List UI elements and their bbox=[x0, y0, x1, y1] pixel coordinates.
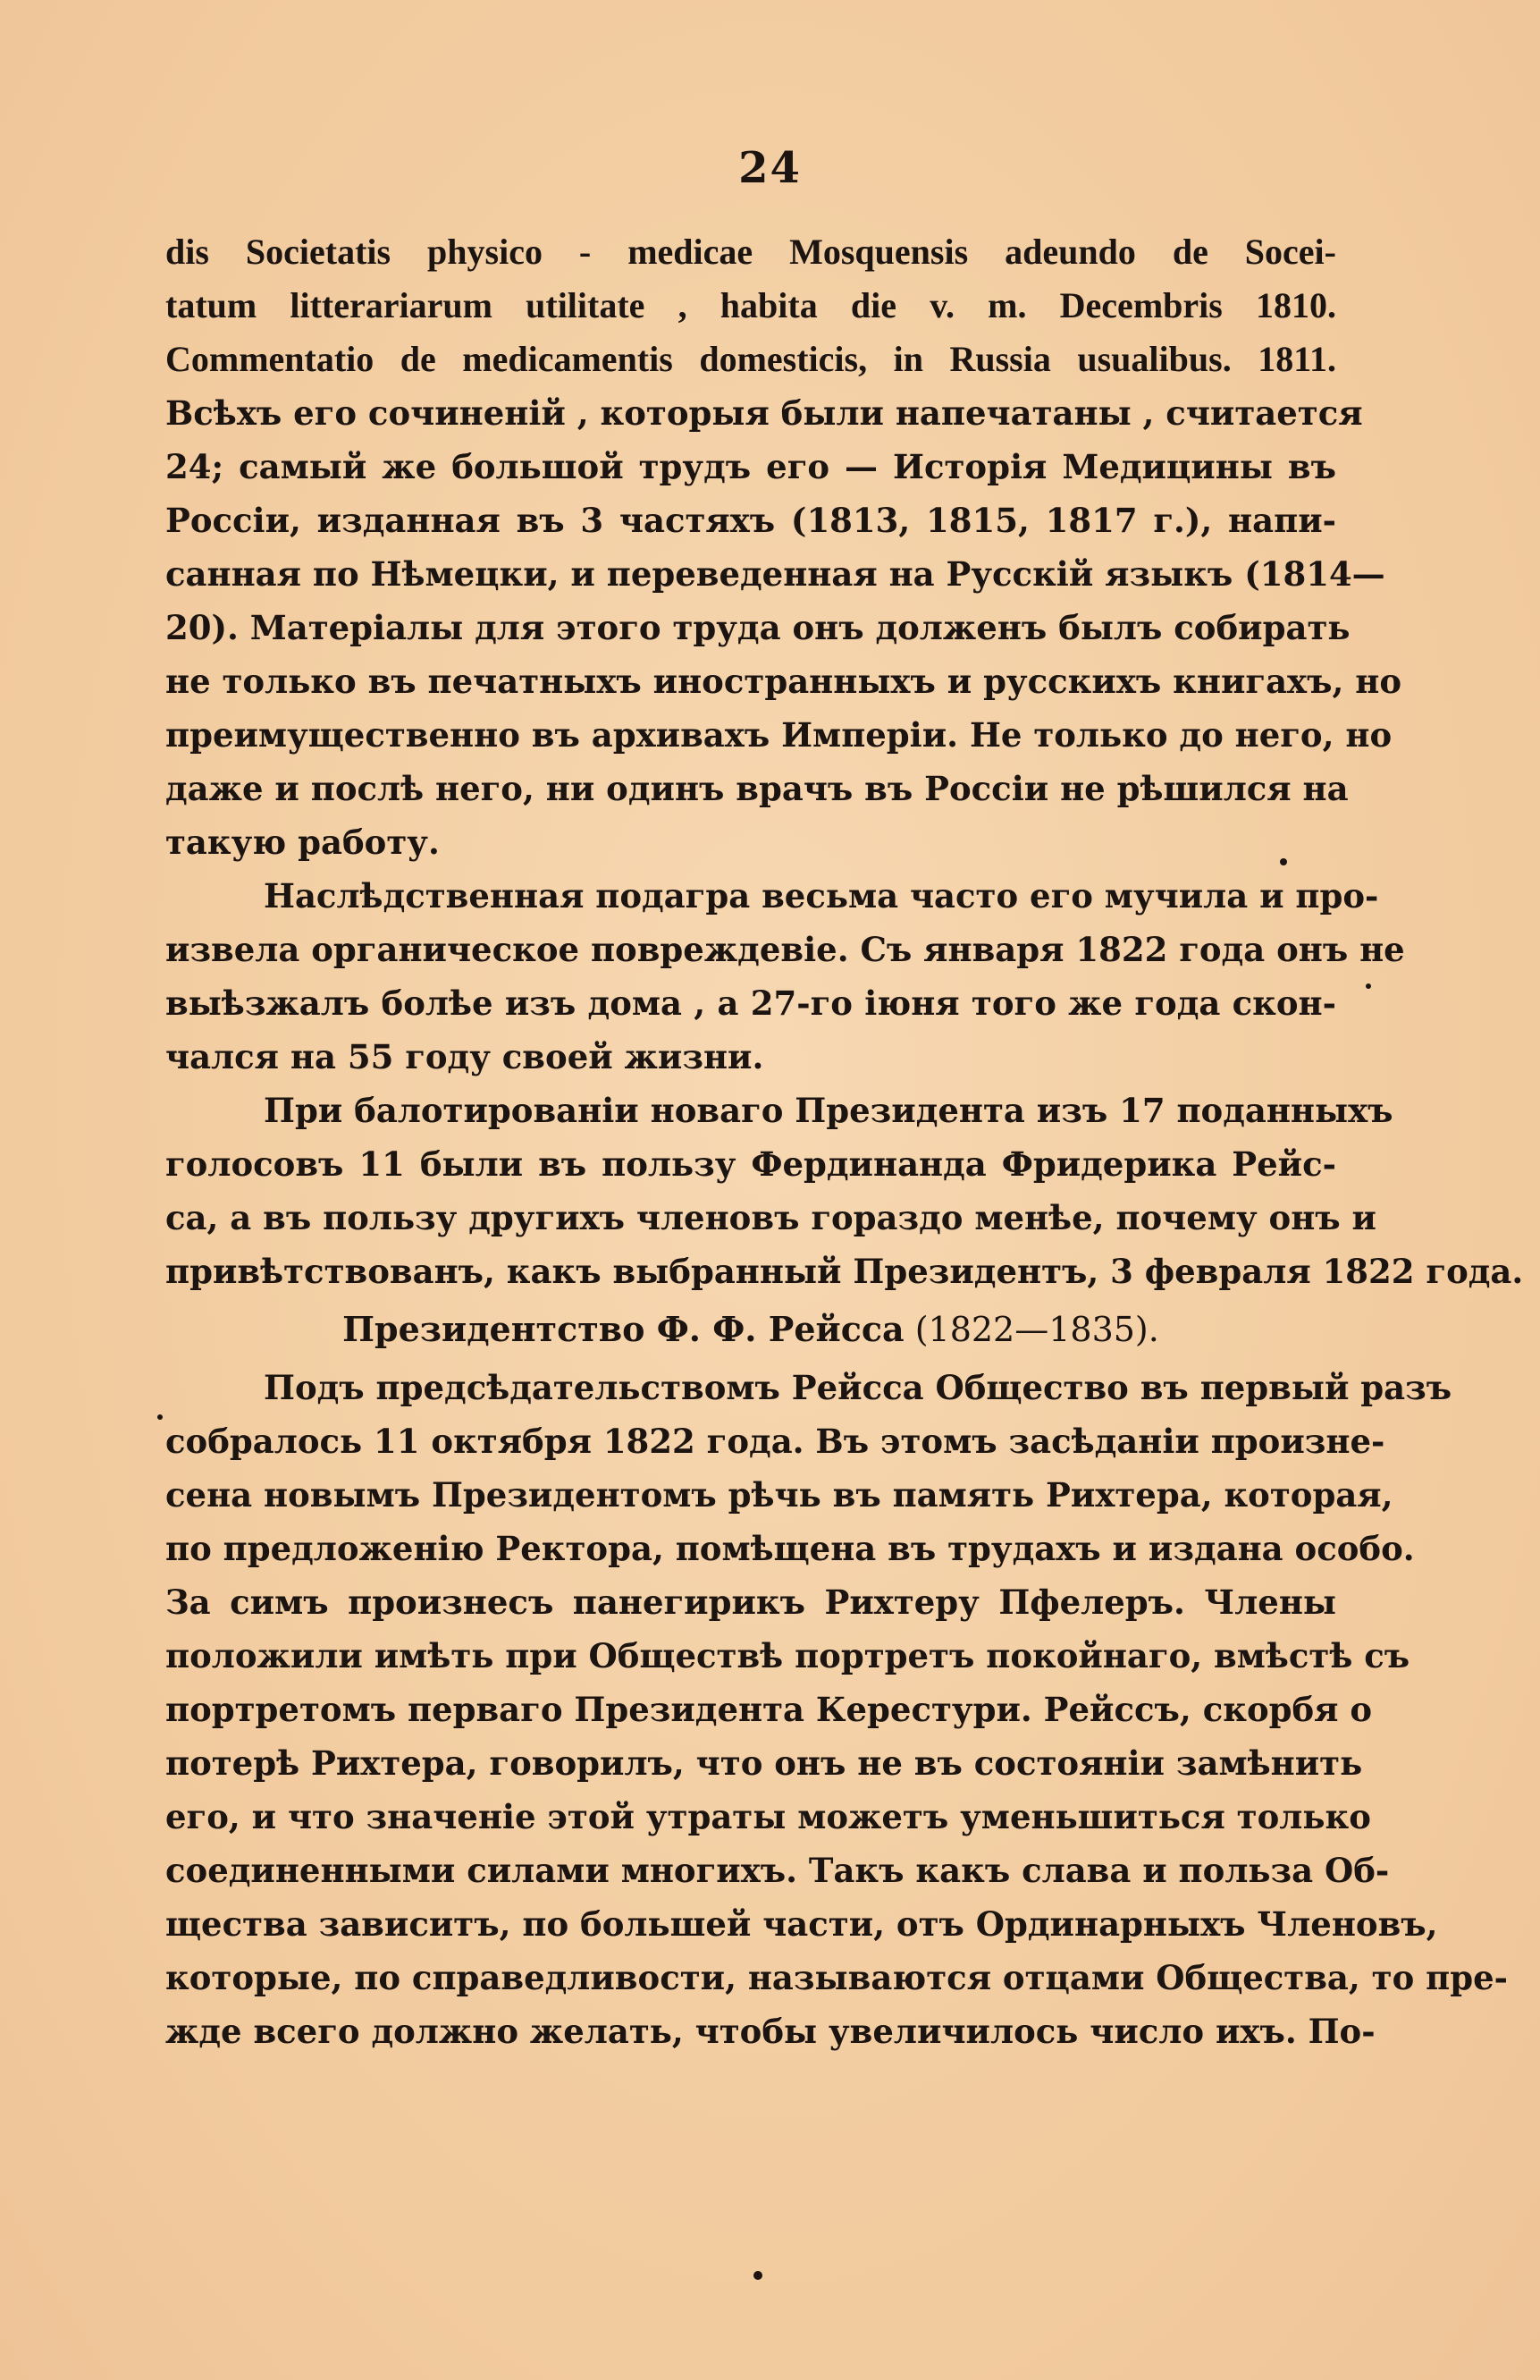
ink-speck bbox=[1280, 858, 1287, 865]
text-line: Россіи, изданная въ 3 частяхъ (1813, 1815, 1817 г.), напи- bbox=[165, 501, 1336, 540]
text-line: щества зависитъ, по большей части, отъ Ординарныхъ Членовъ, bbox=[165, 1904, 1438, 1944]
section-heading bbox=[165, 1300, 1336, 1359]
text-line: Всѣхъ его сочиненій , которыя были напечатаны , считается bbox=[165, 393, 1363, 433]
text-line: чался на 55 году своей жизни. bbox=[165, 1037, 764, 1076]
text-line: са, а въ пользу другихъ членовъ гораздо менѣе, почему онъ и bbox=[165, 1198, 1376, 1237]
text-line: положили имѣть при Обществѣ портретъ покойнаго, вмѣстѣ съ bbox=[165, 1636, 1410, 1675]
text-line: 24; самый же большой трудъ его — Исторія Медицины въ bbox=[165, 447, 1336, 486]
text-line: потерѣ Рихтера, говорилъ, что онъ не въ состояніи замѣнить bbox=[165, 1743, 1363, 1783]
text-line: не только въ печатныхъ иностранныхъ и русскихъ книгахъ, но bbox=[165, 662, 1402, 701]
text-line: dis Societatis physico - medicae Mosquensis adeundo de Socei- bbox=[165, 232, 1336, 272]
text-line: При балотированіи новаго Президента изъ 17 поданныхъ bbox=[264, 1091, 1393, 1130]
ink-speck bbox=[157, 1414, 163, 1420]
text-line: голосовъ 11 были въ пользу Фердинанда Фридерика Рейс- bbox=[165, 1144, 1336, 1184]
text-line: жде всего должно желать, чтобы увеличилось число ихъ. По- bbox=[165, 2012, 1376, 2051]
body-text bbox=[165, 225, 1524, 2058]
text-line: портретомъ перваго Президента Керестури. Рейссъ, скорбя о bbox=[165, 1690, 1373, 1729]
text-line: сена новымъ Президентомъ рѣчь въ память Рихтера, которая, bbox=[165, 1475, 1393, 1515]
text-line: по предложенію Ректора, помѣщена въ трудахъ и издана особо. bbox=[165, 1529, 1415, 1568]
text-line: соединенными силами многихъ. Такъ какъ слава и польза Об- bbox=[165, 1851, 1390, 1890]
text-line: tatum litterariarum utilitate , habita die v. m. Decembris 1810. bbox=[165, 285, 1336, 325]
text-line: 20). Матеріалы для этого труда онъ долженъ былъ собирать bbox=[165, 608, 1351, 647]
text-line: выѣзжалъ болѣе изъ дома , а 27-го іюня того же года скон- bbox=[165, 983, 1336, 1023]
text-line: привѣтствованъ, какъ выбранный Президентъ, 3 февраля 1822 года. bbox=[165, 1252, 1524, 1291]
text-line: его, и что значеніе этой утраты можетъ уменьшиться только bbox=[165, 1797, 1371, 1836]
text-line: санная по Нѣмецки, и переведенная на Русскій языкъ (1814— bbox=[165, 554, 1385, 594]
text-line: даже и послѣ него, ни одинъ врачъ въ Россіи не рѣшился на bbox=[165, 769, 1349, 808]
text-line: Подъ предсѣдательствомъ Рейсса Общество въ первый разъ bbox=[264, 1368, 1452, 1407]
text-line: За симъ произнесъ панегирикъ Рихтеру Пфелеръ. Члены bbox=[165, 1582, 1336, 1622]
text-line: собралось 11 октября 1822 года. Въ этомъ засѣданіи произне- bbox=[165, 1422, 1385, 1461]
ink-speck bbox=[753, 2271, 762, 2280]
section-heading-years: (1822—1835). bbox=[914, 1310, 1159, 1349]
text-line: преимущественно въ архивахъ Имперіи. Не только до него, но bbox=[165, 715, 1393, 755]
text-line: извела органическое повреждевіе. Съ января 1822 года онъ не bbox=[165, 930, 1405, 969]
text-line: Наслѣдственная подагра весьма часто его мучила и про- bbox=[264, 876, 1379, 916]
page-number: 24 bbox=[738, 143, 802, 193]
text-line: которые, по справедливости, называются отцами Общества, то пре- bbox=[165, 1958, 1509, 1997]
text-line: Commentatio de medicamentis domesticis, in Russia usualibus. 1811. bbox=[165, 339, 1336, 379]
ink-speck bbox=[1366, 983, 1371, 989]
section-heading-title: Президентство Ф. Ф. Рейсса bbox=[342, 1309, 905, 1349]
text-line: такую работу. bbox=[165, 823, 440, 862]
